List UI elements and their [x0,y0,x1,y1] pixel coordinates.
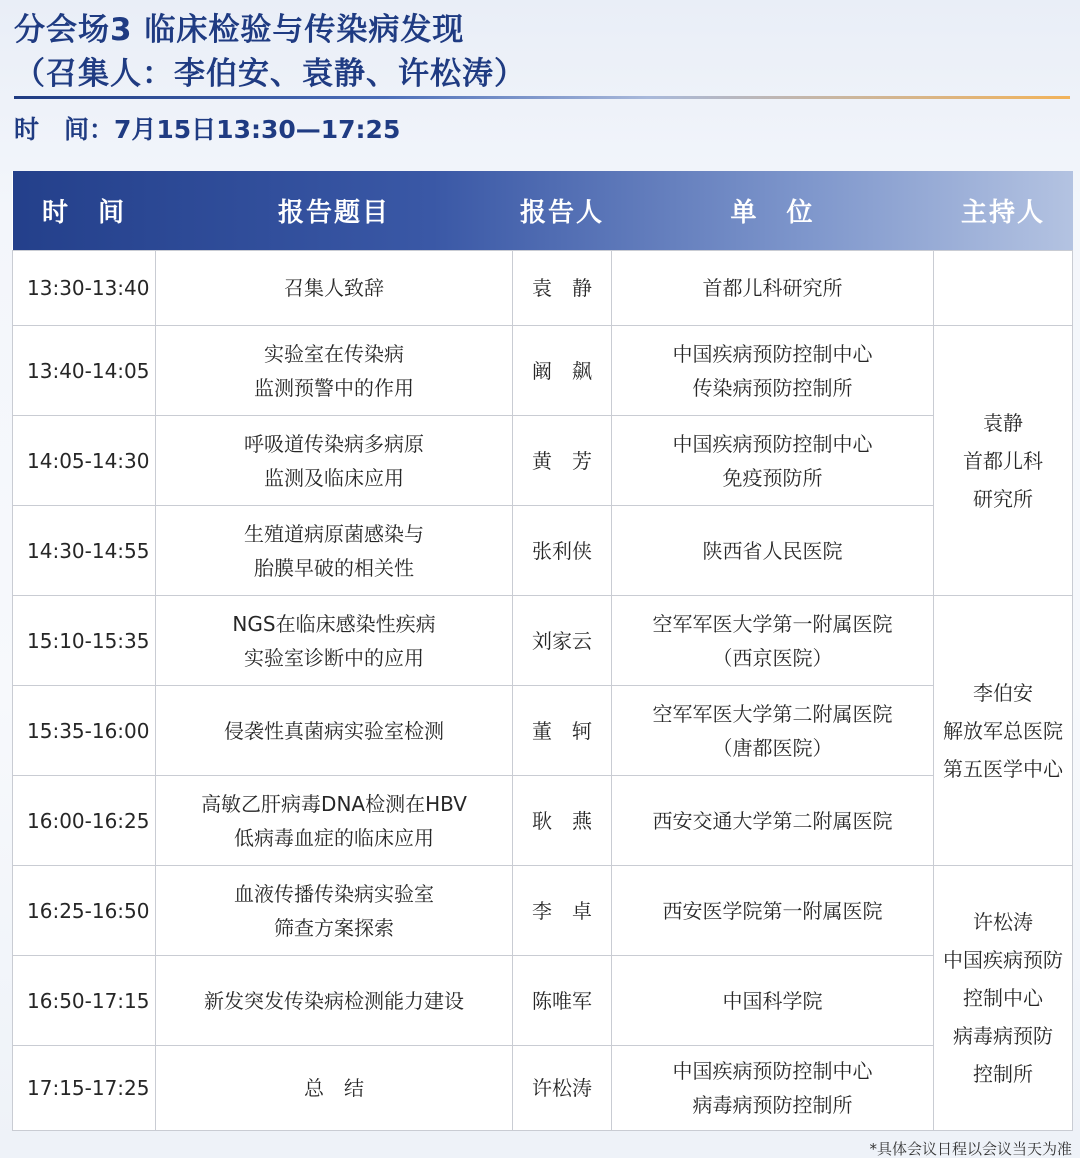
host-line: 控制中心 [963,986,1043,1010]
row-time: 16:50-17:15 [13,956,156,1046]
row-unit [612,596,934,686]
footnote: *具体会议日程以会议当天为准 [869,1140,1072,1158]
table-row [13,776,1073,866]
unit-line: （西京医院） [712,645,833,670]
topic-line: 召集人致辞 [284,276,384,300]
unit-line: 西安医学院第一附属医院 [662,898,883,923]
row-unit [612,956,934,1046]
row-topic [156,326,513,416]
title-line-1: 分会场3 临床检验与传染病发现 [14,12,465,48]
topic-line: 高敏乙肝病毒DNA检测在HBV [201,791,467,816]
row-speaker: 张利侠 [513,506,612,596]
title-line-2: （召集人：李伯安、袁静、许松涛） [14,56,526,92]
host-line: 病毒病预防 [953,1024,1053,1048]
row-time: 15:10-15:35 [13,596,156,686]
unit-line: （唐都医院） [712,735,833,760]
table-row [13,416,1073,506]
row-unit [612,251,934,326]
host-line: 研究所 [973,486,1033,511]
unit-line: 免疫预防所 [722,465,823,490]
topic-line: 实验室在传染病 [264,341,404,366]
session-time: 时 间：7月15日13:30—17:25 [14,115,401,144]
topic-line: 监测及临床应用 [264,465,404,490]
table-row [13,251,1073,326]
header-time: 时 间 [13,171,156,251]
table-row [13,866,1073,956]
row-speaker: 许松涛 [513,1046,612,1131]
table-row [13,506,1073,596]
table-row [13,1046,1073,1131]
table-row [13,326,1073,416]
table-row [13,686,1073,776]
topic-line: 生殖道病原菌感染与 [244,521,424,546]
row-unit [612,326,934,416]
row-unit [612,686,934,776]
host-line: 许松涛 [973,910,1033,934]
topic-line: 呼吸道传染病多病原 [244,431,424,456]
row-topic [156,596,513,686]
host-line: 首都儿科 [963,448,1043,473]
row-speaker: 陈唯军 [513,956,612,1046]
header-speaker: 报告人 [513,171,612,251]
unit-line: 病毒病预防控制所 [692,1093,853,1117]
unit-line: 传染病预防控制所 [692,375,853,400]
row-time: 15:35-16:00 [13,686,156,776]
host-line: 袁静 [983,410,1023,435]
row-speaker: 耿 燕 [513,776,612,866]
host-line: 解放军总医院 [943,718,1063,743]
unit-line: 中国疾病预防控制中心 [672,341,873,366]
table-row [13,956,1073,1046]
row-topic [156,866,513,956]
topic-line: 筛查方案探索 [274,915,394,940]
topic-line: 实验室诊断中的应用 [244,645,424,670]
row-unit [612,866,934,956]
unit-line: 空军军医大学第二附属医院 [652,701,893,726]
header-unit: 单 位 [612,171,934,251]
row-topic [156,1046,513,1131]
row-speaker: 阚 飙 [513,326,612,416]
row-topic [156,506,513,596]
row-topic [156,686,513,776]
host-cell-2 [934,596,1073,866]
topic-line: NGS在临床感染性疾病 [232,611,436,636]
row-time: 14:30-14:55 [13,506,156,596]
row-time: 17:15-17:25 [13,1046,156,1131]
unit-line: 中国疾病预防控制中心 [672,1059,873,1083]
row-speaker: 董 轲 [513,686,612,776]
title-divider [14,96,1070,99]
host-cell-3 [934,866,1073,1131]
row-speaker: 袁 静 [513,251,612,326]
row-unit [612,506,934,596]
header-host: 主持人 [934,171,1073,251]
host-line: 中国疾病预防 [943,948,1063,972]
unit-line: 中国疾病预防控制中心 [672,431,873,456]
page-title [14,8,526,96]
row-time: 16:00-16:25 [13,776,156,866]
row-speaker: 刘家云 [513,596,612,686]
row-unit [612,416,934,506]
row-unit [612,1046,934,1131]
table-row [13,596,1073,686]
topic-line: 低病毒血症的临床应用 [234,825,434,850]
row-topic [156,251,513,326]
row-time: 13:30-13:40 [13,251,156,326]
topic-line: 总 结 [304,1076,364,1100]
row-topic [156,956,513,1046]
topic-line: 监测预警中的作用 [254,375,414,400]
host-cell-1 [934,326,1073,596]
table-header-row [13,171,1073,251]
schedule-table [12,171,1073,1131]
topic-line: 胎膜早破的相关性 [254,555,414,580]
unit-line: 首都儿科研究所 [702,276,843,300]
row-time: 13:40-14:05 [13,326,156,416]
unit-line: 西安交通大学第二附属医院 [652,808,893,833]
row-speaker: 李 卓 [513,866,612,956]
row-topic [156,776,513,866]
row-time: 14:05-14:30 [13,416,156,506]
row-unit [612,776,934,866]
topic-line: 血液传播传染病实验室 [234,881,434,906]
unit-line: 陕西省人民医院 [702,538,843,563]
unit-line: 中国科学院 [722,988,823,1013]
host-line: 第五医学中心 [943,756,1063,781]
topic-line: 侵袭性真菌病实验室检测 [224,718,444,743]
topic-line: 新发突发传染病检测能力建设 [204,988,464,1013]
unit-line: 空军军医大学第一附属医院 [652,611,893,636]
row-speaker: 黄 芳 [513,416,612,506]
row-time: 16:25-16:50 [13,866,156,956]
host-line: 控制所 [973,1062,1033,1086]
host-line: 李伯安 [973,680,1033,705]
row-topic [156,416,513,506]
header-topic: 报告题目 [156,171,513,251]
host-empty [934,251,1073,326]
